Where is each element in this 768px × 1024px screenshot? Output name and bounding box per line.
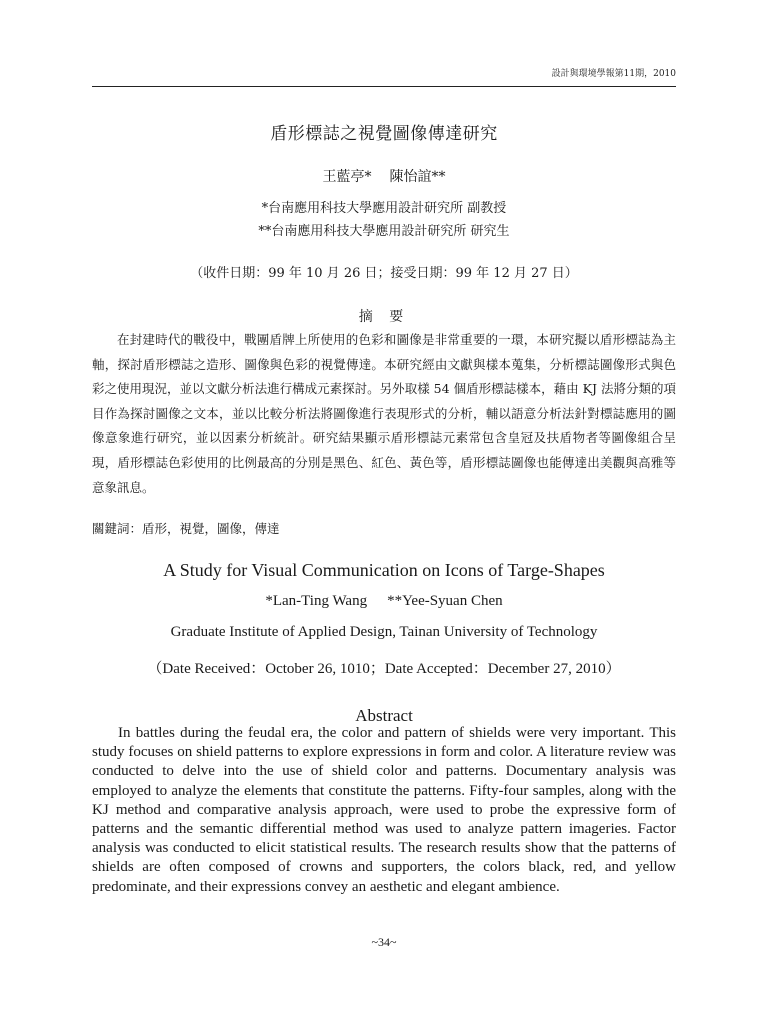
chinese-abstract-body: 在封建時代的戰役中，戰團盾牌上所使用的色彩和圖像是非常重要的一環，本研究擬以盾形標誌為主軸，探討盾形標誌之造形、圖像與色彩的視覺傳達。本研究經由文獻與樣本蒐集，分析標誌圖像形式與色彩之使用現況，並以文獻分析法進行構成元素探討。另外取樣 54 個盾形標誌樣本，藉由 KJ 法將分類的項目作為探討圖像之文本，並以比較分析法將圖像進行表現形式的分析，輔以語意分析法針對標誌應用的圖像意象進行研究，並以因素分析統計。研究結果顯示盾形標誌元素常包含皇冠及扶盾物者等圖像組合呈現，盾形標誌色彩使用的比例最高的分別是黑色、紅色、黃色等，盾形標誌圖像也能傳達出美觀與高雅等意象訊息。: [92, 332, 676, 495]
english-title: A Study for Visual Communication on Icons of Targe-Shapes: [163, 560, 605, 580]
chinese-abstract-heading: 摘 要: [358, 309, 410, 325]
running-head: 設計與環境學報第11期，2010: [551, 69, 676, 79]
chinese-author-1: 王藍亭*: [322, 169, 372, 185]
english-author-2: **Yee-Syuan Chen: [387, 593, 503, 609]
english-abstract-body: In battles during the feudal era, the color and pattern of shields were very important. This study focuses on shield patterns to explore expressions in form and color. A literature review was conducted to delve into the use of shield color and patterns. Documentary analysis was employed to analyze the elements that constitute the patterns. Fifty-four samples, along with the KJ method and comparative analysis approach, were used to probe the expressive form of patterns and the semantic differential method was used to analyze pattern imageries. Factor analysis was conducted to elicit statistical results. The research results show that the patterns of shields are often composed of crowns and supporters, the colors black, red, and yellow predominate, and their expressions convey an aesthetic and elegant ambience.: [92, 725, 676, 895]
chinese-keywords: 關鍵詞：盾形，視覺，圖像，傳達: [92, 521, 280, 536]
chinese-affiliation-2: **台南應用科技大學應用設計研究所 研究生: [258, 224, 510, 239]
chinese-affiliation-1: *台南應用科技大學應用設計研究所 副教授: [261, 201, 507, 216]
english-authors: [0, 593, 768, 610]
chinese-authors: [0, 166, 768, 186]
english-author-1: *Lan-Ting Wang: [265, 593, 368, 609]
chinese-dates: （收件日期：99 年 10 月 26 日；接受日期：99 年 12 月 27 日）: [190, 266, 578, 281]
english-abstract-heading: Abstract: [355, 706, 413, 725]
english-affiliation: Graduate Institute of Applied Design, Tainan University of Technology: [170, 624, 598, 640]
chinese-author-2: 陳怡誼**: [389, 169, 446, 185]
header-rule: [92, 86, 676, 87]
chinese-title: 盾形標誌之視覺圖像傳達研究: [270, 124, 498, 144]
english-dates: （Date Received：October 26, 1010；Date Accepted：December 27, 2010）: [147, 661, 621, 677]
page-number: ~34~: [371, 935, 397, 949]
